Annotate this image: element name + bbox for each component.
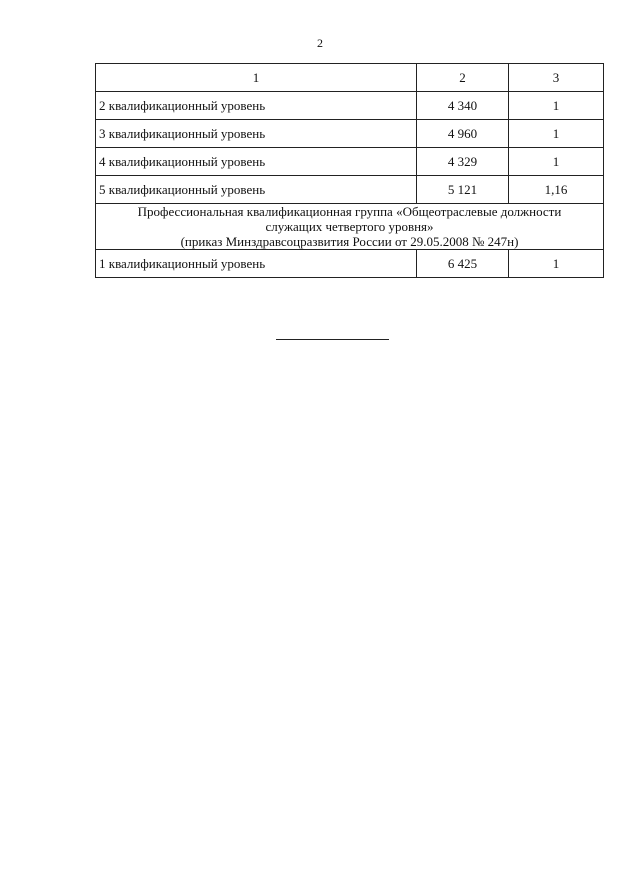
column-number-1: 1 [96, 64, 417, 92]
page-number: 2 [317, 36, 323, 50]
table-row [96, 92, 604, 120]
group-heading-line-2: служащих четвертого уровня» [265, 219, 434, 234]
table-row [96, 176, 604, 204]
table-row [96, 250, 604, 278]
coefficient-value: 1 [509, 148, 604, 176]
salary-value: 5 121 [417, 176, 509, 204]
salary-value: 6 425 [417, 250, 509, 278]
qualification-level-name: 2 квалификационный уровень [96, 92, 417, 120]
column-number-3: 3 [509, 64, 604, 92]
coefficient-value: 1,16 [509, 176, 604, 204]
coefficient-value: 1 [509, 92, 604, 120]
group-heading-order-reference: (приказ Минздравсоцразвития России от 29.05.2008 № 247н) [180, 234, 519, 249]
coefficient-value: 1 [509, 120, 604, 148]
column-number-2: 2 [417, 64, 509, 92]
table-header-row [96, 64, 604, 92]
salary-table [95, 63, 604, 278]
qualification-level-name: 1 квалификационный уровень [96, 250, 417, 278]
table-row [96, 120, 604, 148]
qualification-level-name: 4 квалификационный уровень [96, 148, 417, 176]
table-row [96, 148, 604, 176]
salary-value: 4 960 [417, 120, 509, 148]
coefficient-value: 1 [509, 250, 604, 278]
salary-value: 4 329 [417, 148, 509, 176]
group-heading-row [96, 204, 604, 250]
group-heading-line-1: Профессиональная квалификационная группа «Общеотраслевые должности [137, 204, 562, 219]
professional-group-heading [96, 204, 604, 250]
qualification-level-name: 5 квалификационный уровень [96, 176, 417, 204]
salary-value: 4 340 [417, 92, 509, 120]
qualification-level-name: 3 квалификационный уровень [96, 120, 417, 148]
end-separator-line [276, 339, 389, 340]
